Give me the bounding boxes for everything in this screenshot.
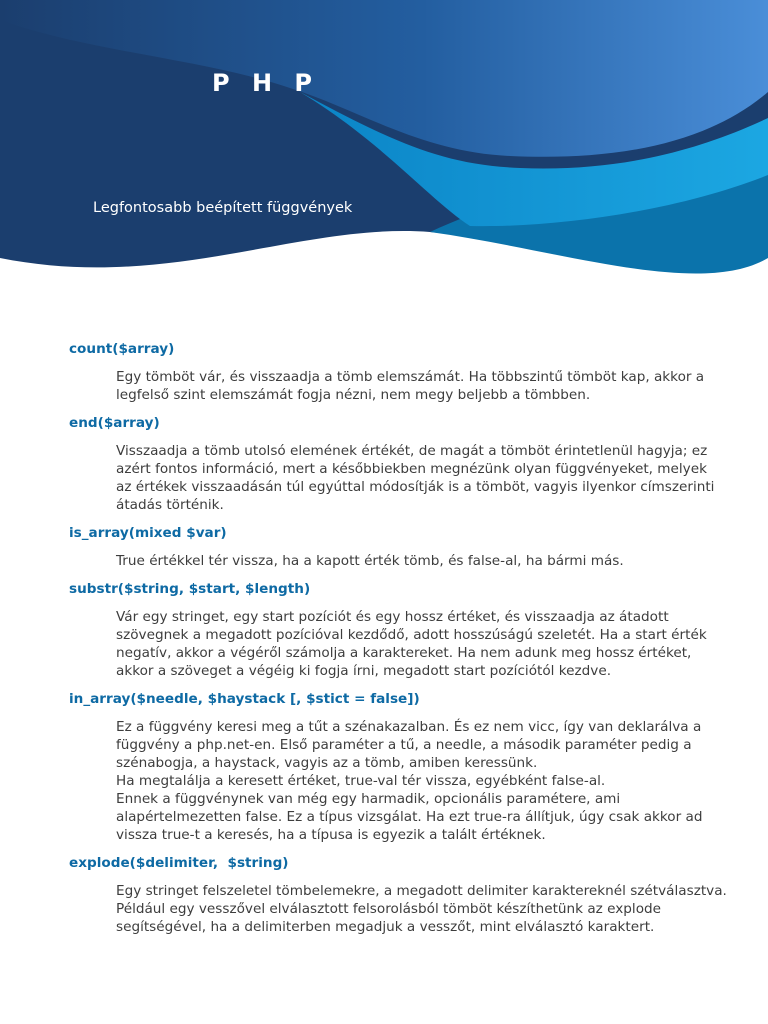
function-name: substr($string, $start, $length) [69, 581, 311, 597]
page-title: P H P [212, 69, 319, 97]
function-entry-is-array [0, 522, 768, 578]
function-name: end($array) [69, 415, 160, 431]
description-line: segítségével, ha a delimiterben megadjuk a vesszőt, mint elválasztó karaktert. [116, 919, 655, 935]
header-banner [0, 0, 768, 300]
function-list [0, 338, 768, 944]
description-line: Egy stringet felszeletel tömbelemekre, a megadott delimiter karaktereknél szétválasztva. [116, 883, 727, 899]
description-line: Egy tömböt vár, és visszaadja a tömb elemszámát. Ha többszintű tömböt kap, akkor a [116, 369, 705, 385]
description-line: Vár egy stringet, egy start pozíciót és egy hossz értéket, és visszaadja az átadott [116, 609, 669, 625]
function-description [0, 360, 736, 412]
wave-background [0, 0, 768, 300]
function-entry-explode [0, 852, 768, 944]
function-name: in_array($needle, $haystack [, $stict = false]) [69, 691, 420, 707]
function-entry-end [0, 412, 768, 522]
function-description [0, 544, 736, 578]
description-line: szövegnek a megadott pozícióval kezdődő, adott hosszúságú szeletét. Ha a start érték [116, 627, 707, 643]
description-line: Például egy vesszővel elválasztott felsorolásból tömböt készíthetünk az explode [116, 901, 662, 917]
description-line: True értékkel tér vissza, ha a kapott érték tömb, és false-al, ha bármi más. [116, 553, 624, 569]
function-entry-count [0, 338, 768, 412]
description-line: Ha megtalálja a keresett értéket, true-val tér vissza, egyébként false-al. [116, 773, 606, 789]
description-line: legfelső szint elemszámát fogja nézni, nem megy beljebb a tömbben. [116, 387, 591, 403]
description-line: akkor a szöveget a végéig ki fogja írni, megadott start pozíciótól kezdve. [116, 663, 612, 679]
description-line: negatív, akkor a végéről számolja a karaktereket. Ha nem adunk meg hossz értéket, [116, 645, 692, 661]
page-subtitle: Legfontosabb beépített függvények [93, 200, 353, 216]
function-name: count($array) [69, 341, 175, 357]
description-line: függvény a php.net-en. Első paraméter a tű, a needle, a második paraméter pedig a [116, 737, 692, 753]
function-description [0, 874, 736, 944]
description-line: szénabogja, a haystack, vagyis az a tömb, amiben keressünk. [116, 755, 538, 771]
description-line: alapértelmezetten false. Ez a típus vizsgálat. Ha ezt true-ra állítjuk, úgy csak akkor ad [116, 809, 703, 825]
function-entry-in-array [0, 688, 768, 852]
description-line: átadás történik. [116, 497, 224, 513]
function-description [0, 600, 736, 688]
description-line: Ennek a függvénynek van még egy harmadik, opcionális paramétere, ami [116, 791, 621, 807]
function-description [0, 710, 736, 852]
description-line: az értékek visszaadásán túl egyúttal módosítják is a tömböt, vagyis ilyenkor címszerinti [116, 479, 715, 495]
function-name: is_array(mixed $var) [69, 525, 227, 541]
description-line: Ez a függvény keresi meg a tűt a szénakazalban. És ez nem vicc, így van deklarálva a [116, 719, 702, 735]
description-line: Visszaadja a tömb utolsó elemének értékét, de magát a tömböt érintetlenül hagyja; ez [116, 443, 708, 459]
function-name: explode($delimiter, $string) [69, 855, 289, 871]
description-line: vissza true-t a keresés, ha a típusa is egyezik a talált értéknek. [116, 827, 546, 843]
function-entry-substr [0, 578, 768, 688]
function-description [0, 434, 736, 522]
description-line: azért fontos információ, mert a későbbiekben megnézünk olyan függvényeket, melyek [116, 461, 707, 477]
